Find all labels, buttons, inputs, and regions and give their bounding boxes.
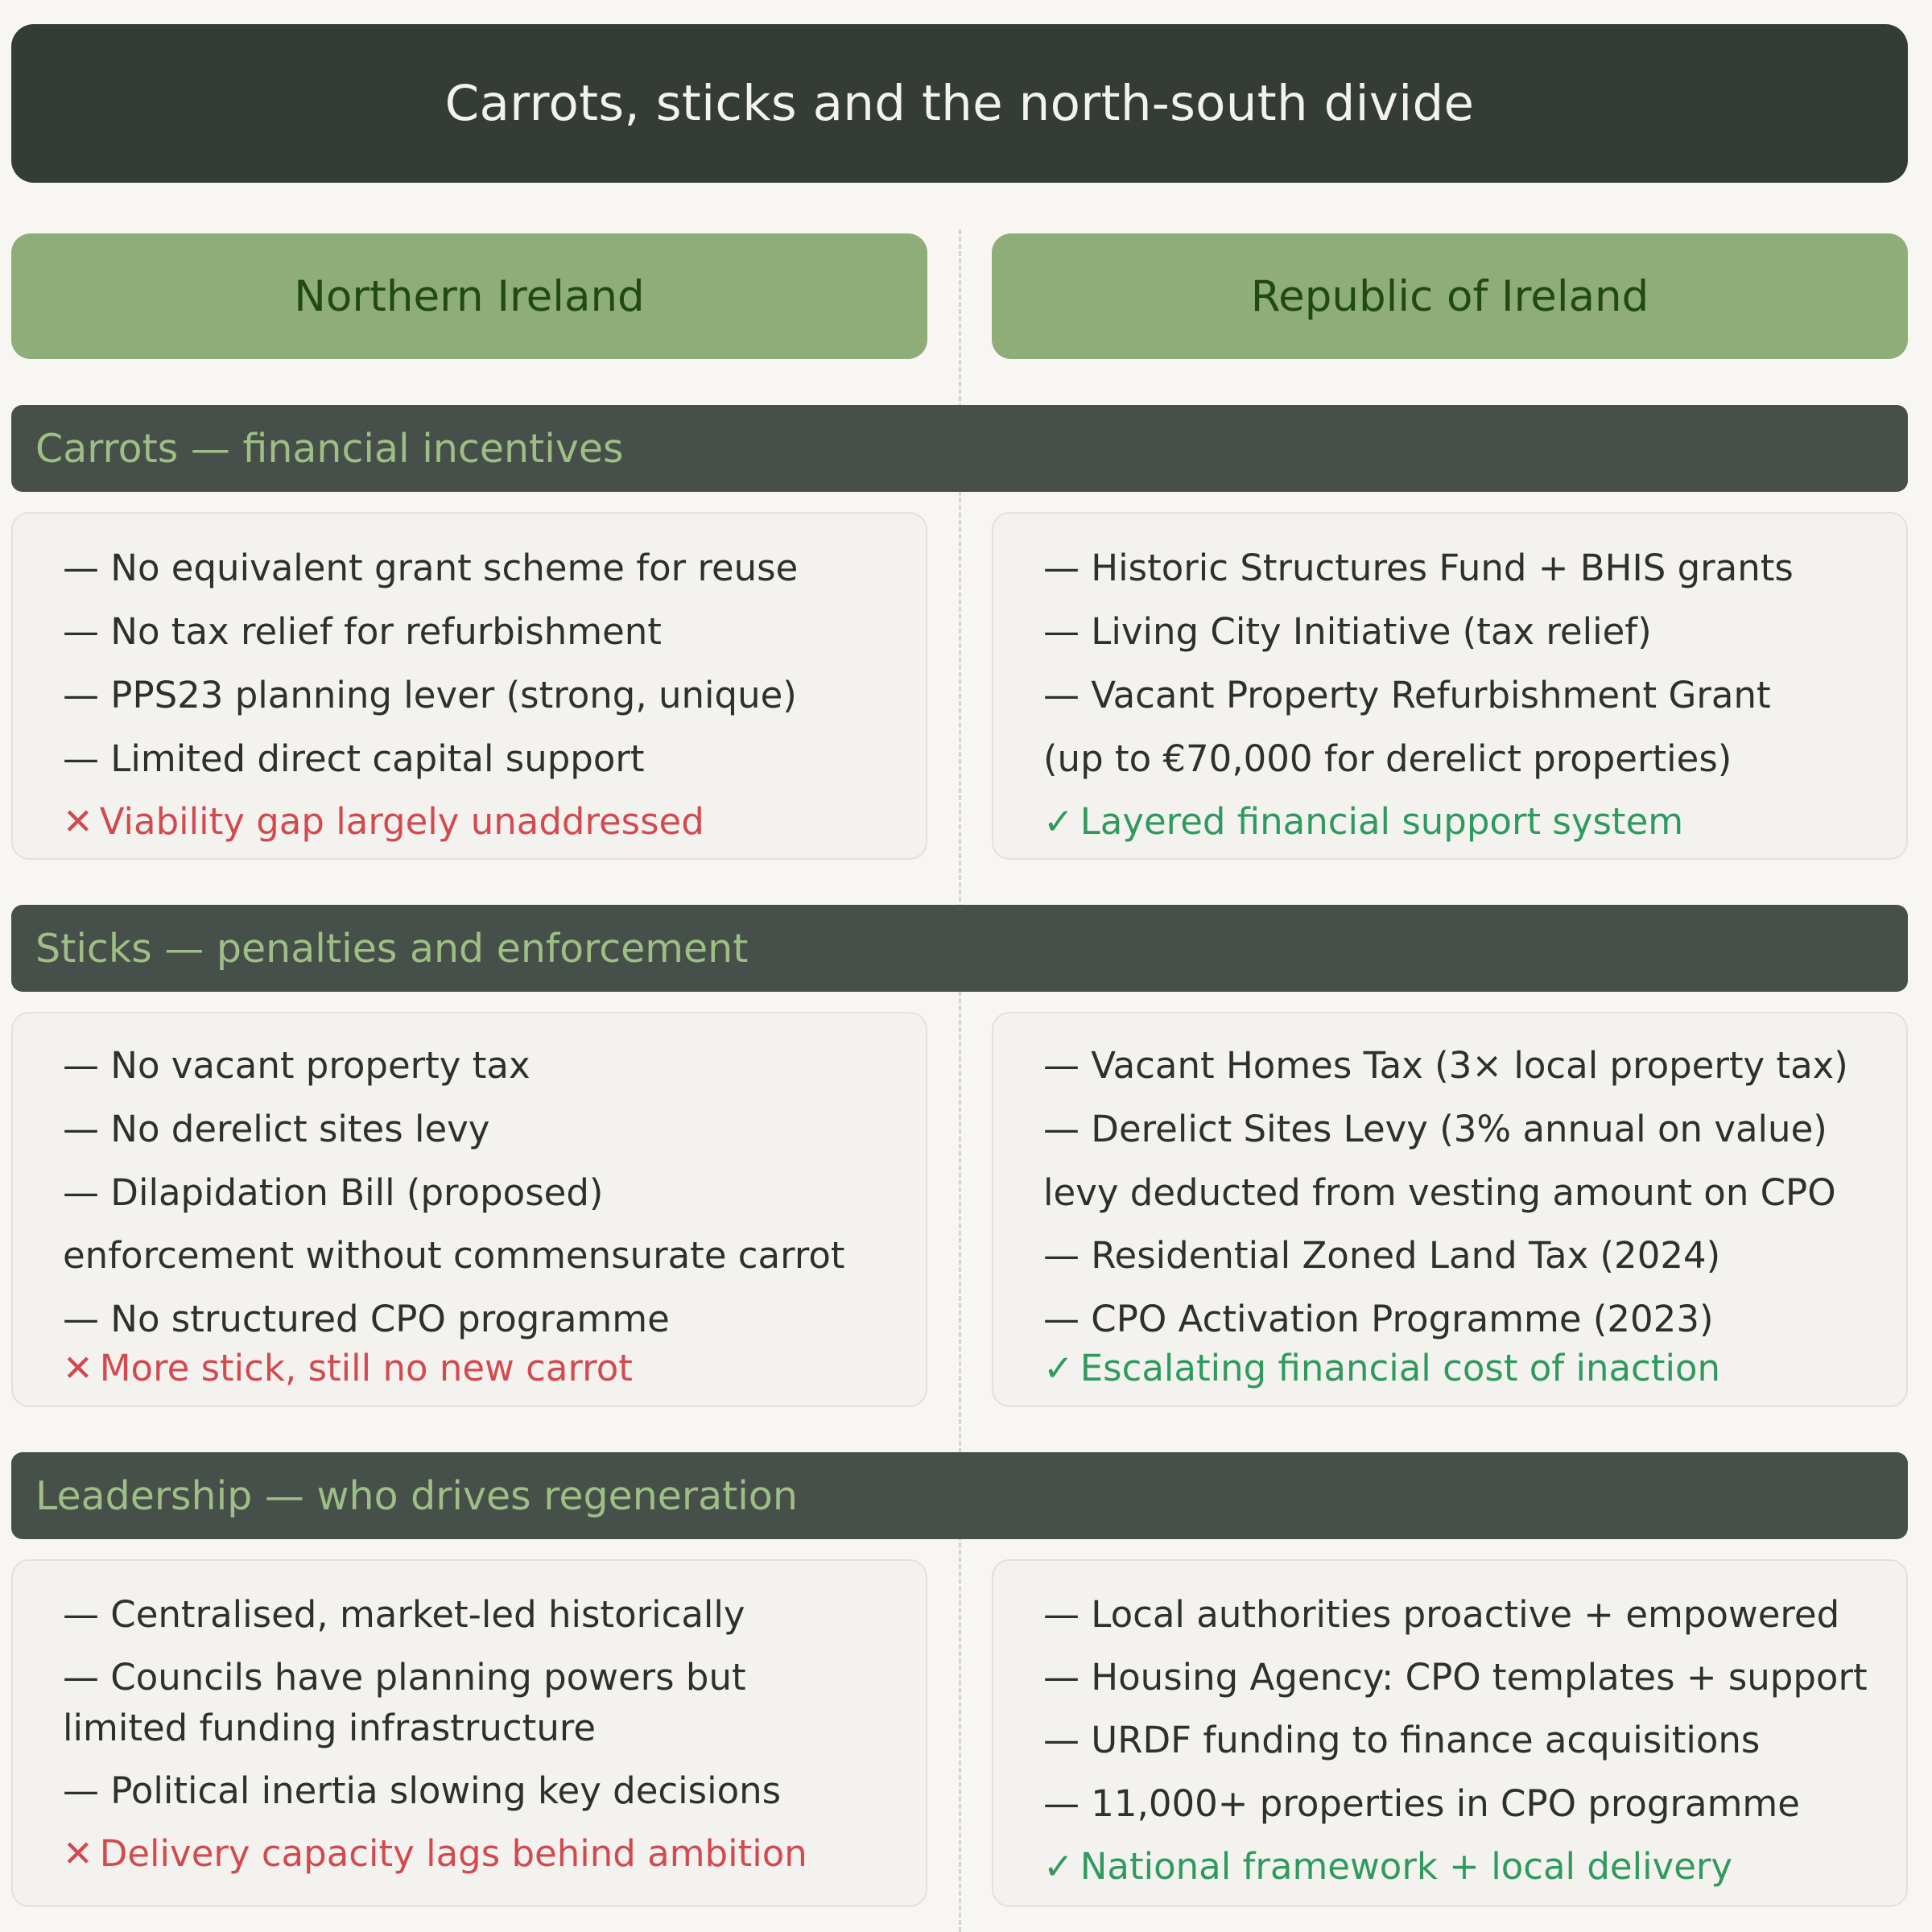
list-item: — No vacant property tax (63, 1044, 530, 1087)
list-item: enforcement without commensurate carrot (63, 1234, 845, 1277)
list-item: levy deducted from vesting amount on CPO (1043, 1171, 1836, 1214)
section-heading-carrots: Carrots — financial incentives (11, 405, 1908, 492)
list-item: — No derelict sites levy (63, 1108, 490, 1150)
verdict-negative (63, 800, 910, 843)
list-item: — Residential Zoned Land Tax (2024) (1043, 1234, 1721, 1277)
page-title: Carrots, sticks and the north-south divide (11, 24, 1908, 183)
verdict-positive (1043, 1347, 1890, 1389)
card-leadership-ni (11, 1559, 927, 1907)
check-icon: ✓ (1043, 1347, 1074, 1389)
list-item: — Political inertia slowing key decisions (63, 1769, 782, 1812)
verdict-text: Delivery capacity lags behind ambition (99, 1832, 807, 1875)
list-item: (up to €70,000 for derelict properties) (1043, 737, 1732, 780)
list-item: — Limited direct capital support (63, 737, 645, 780)
cross-icon: ✕ (63, 1347, 93, 1389)
list-item: — Historic Structures Fund + BHIS grants (1043, 547, 1794, 589)
card-carrots-roi (992, 512, 1908, 860)
region-header-republic-of-ireland: Republic of Ireland (992, 233, 1908, 359)
verdict-text: Layered financial support system (1080, 800, 1684, 843)
list-item: — Dilapidation Bill (proposed) (63, 1171, 604, 1214)
card-sticks-ni (11, 1012, 927, 1407)
list-item: — URDF funding to finance acquisitions (1043, 1719, 1761, 1761)
list-item: — Local authorities proactive + empowered (1043, 1593, 1840, 1636)
list-item: — Vacant Property Refurbishment Grant (1043, 674, 1771, 716)
region-header-northern-ireland: Northern Ireland (11, 233, 927, 359)
list-item: — Vacant Homes Tax (3× local property tax) (1043, 1044, 1848, 1087)
card-carrots-ni (11, 512, 927, 860)
list-item: — No tax relief for refurbishment (63, 610, 662, 653)
list-item: — No equivalent grant scheme for reuse (63, 547, 799, 589)
verdict-text: National framework + local delivery (1080, 1845, 1733, 1888)
verdict-text: Viability gap largely unaddressed (99, 800, 704, 843)
cross-icon: ✕ (63, 1832, 93, 1875)
list-item: — Living City Initiative (tax relief) (1043, 610, 1652, 653)
list-item: — No structured CPO programme (63, 1298, 670, 1340)
verdict-negative (63, 1347, 910, 1389)
verdict-text: Escalating financial cost of inaction (1080, 1347, 1720, 1389)
check-icon: ✓ (1043, 800, 1074, 843)
list-item: — Centralised, market-led historically (63, 1593, 745, 1636)
section-heading-leadership: Leadership — who drives regeneration (11, 1452, 1908, 1539)
list-item: — Derelict Sites Levy (3% annual on value) (1043, 1108, 1827, 1150)
list-item: — Housing Agency: CPO templates + support (1043, 1656, 1868, 1699)
verdict-positive (1043, 1845, 1890, 1888)
list-item: — CPO Activation Programme (2023) (1043, 1298, 1714, 1340)
verdict-text: More stick, still no new carrot (99, 1347, 633, 1389)
cross-icon: ✕ (63, 800, 93, 843)
section-heading-sticks: Sticks — penalties and enforcement (11, 905, 1908, 992)
verdict-positive (1043, 800, 1890, 843)
list-item: — Councils have planning powers but (63, 1656, 746, 1699)
card-leadership-roi (992, 1559, 1908, 1907)
verdict-negative (63, 1832, 910, 1875)
check-icon: ✓ (1043, 1845, 1074, 1888)
list-item: — PPS23 planning lever (strong, unique) (63, 674, 797, 716)
list-item: limited funding infrastructure (63, 1707, 597, 1749)
list-item: — 11,000+ properties in CPO programme (1043, 1782, 1800, 1825)
card-sticks-roi (992, 1012, 1908, 1407)
